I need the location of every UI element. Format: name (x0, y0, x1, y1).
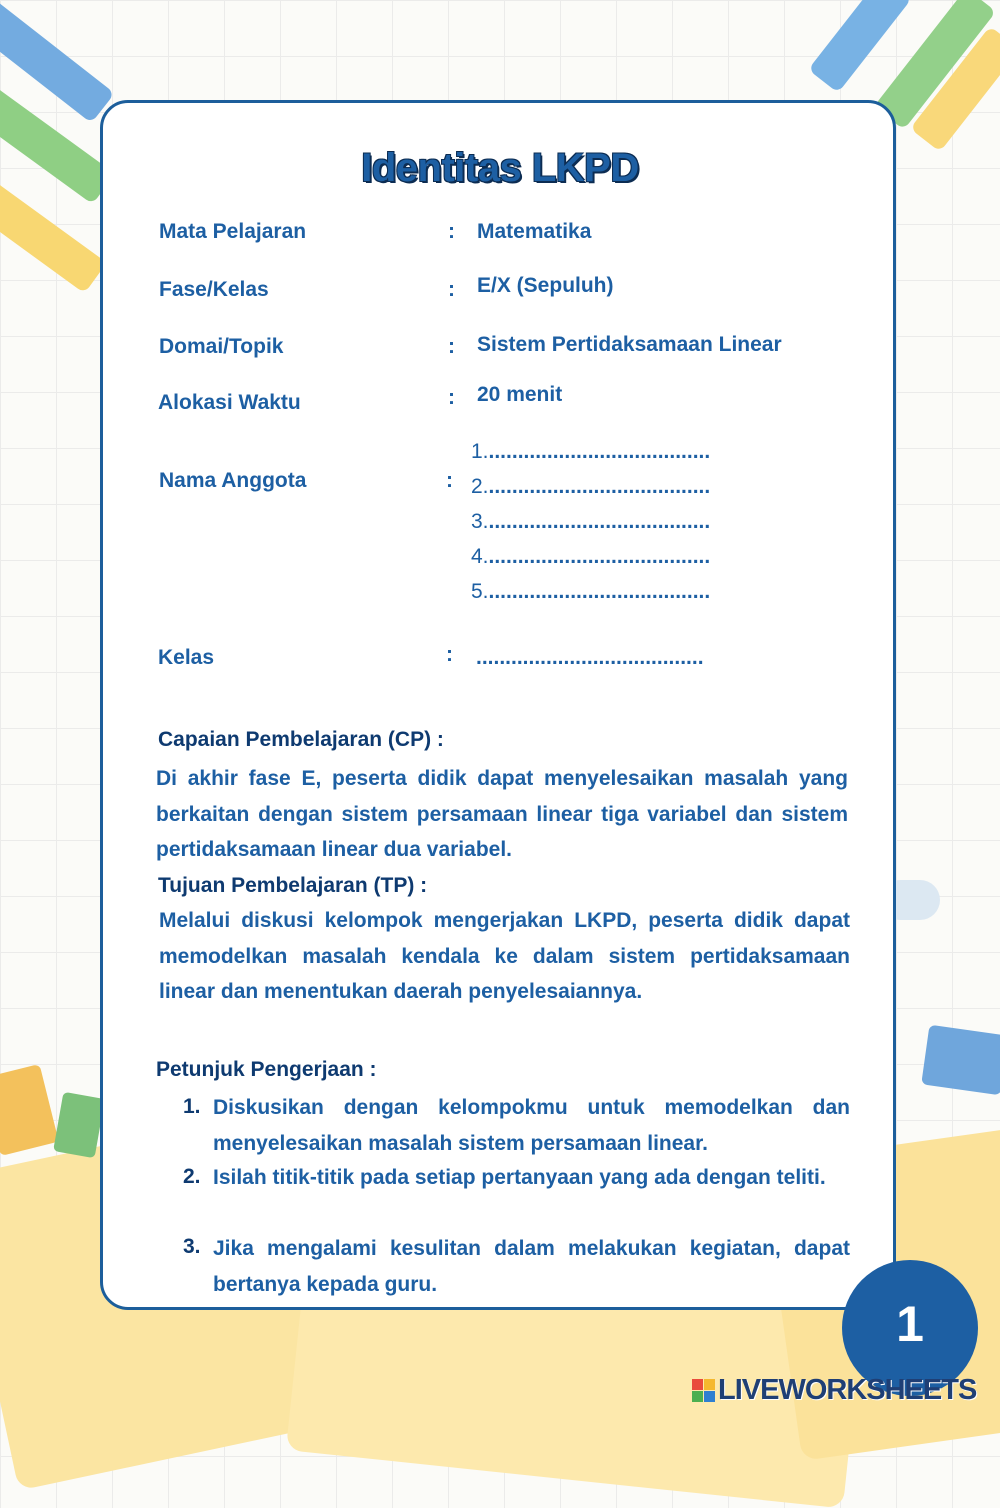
book-decoration-left (0, 1064, 59, 1156)
member-number: 3. (471, 510, 489, 533)
step-2-text: Isilah titik-titik pada setiap pertanyaan yang ada dengan teliti. (213, 1166, 826, 1189)
member-blank-1[interactable] (471, 440, 710, 464)
colon-separator: : (446, 469, 453, 492)
step-3-text: Jika mengalami kesulitan dalam melakukan kegiatan, dapat bertanya kepada guru. (213, 1237, 850, 1296)
petunjuk-heading: Petunjuk Pengerjaan : (156, 1058, 377, 1081)
step-number: 3. (183, 1235, 201, 1258)
value-fase-kelas: E/X (Sepuluh) (477, 274, 614, 297)
member-dots: ...................................... (488, 545, 711, 568)
label-nama-anggota: Nama Anggota (159, 469, 307, 492)
label-fase-kelas: Fase/Kelas (159, 278, 269, 301)
member-number: 2. (471, 475, 489, 498)
cp-text: Di akhir fase E, peserta didik dapat menyelesaikan masalah yang berkaitan dengan sistem persamaan linear tiga variabel dan sistem pertidaksamaan linear dua variabel. (156, 767, 848, 861)
colon-separator: : (448, 220, 455, 243)
value-alokasi-waktu: 20 menit (477, 383, 563, 406)
liveworksheets-brand[interactable] (692, 1374, 976, 1406)
member-dots: ...................................... (488, 580, 711, 603)
colon-separator: : (448, 278, 455, 301)
label-domain-topik: Domai/Topik (159, 335, 284, 358)
member-dots: ...................................... (488, 510, 711, 533)
member-number: 1. (471, 440, 489, 463)
value-domain-topik: Sistem Pertidaksamaan Linear (477, 333, 782, 356)
member-blank-5[interactable] (471, 580, 710, 604)
colon-separator: : (448, 386, 455, 409)
value-mata-pelajaran: Matematika (477, 220, 592, 243)
member-dots: ...................................... (488, 475, 711, 498)
colon-separator: : (446, 643, 453, 666)
liveworksheets-logo-icon (692, 1379, 715, 1402)
tp-heading: Tujuan Pembelajaran (TP) : (158, 874, 428, 897)
label-mata-pelajaran: Mata Pelajaran (159, 220, 307, 243)
label-kelas: Kelas (158, 646, 215, 669)
colon-separator: : (448, 335, 455, 358)
step-number: 1. (183, 1095, 201, 1118)
step-number: 2. (183, 1165, 201, 1188)
member-blank-2[interactable] (471, 475, 710, 499)
page-number-badge: 1 (842, 1260, 978, 1396)
step-1-text: Diskusikan dengan kelompokmu untuk memodelkan dan menyelesaikan masalah sistem persamaan linear. (213, 1096, 850, 1155)
member-blank-3[interactable] (471, 510, 710, 534)
member-dots: ...................................... (488, 440, 711, 463)
kelas-blank[interactable]: ....................................... (476, 646, 704, 669)
member-number: 5. (471, 580, 489, 603)
member-blank-4[interactable] (471, 545, 710, 569)
member-number: 4. (471, 545, 489, 568)
label-alokasi-waktu: Alokasi Waktu (158, 391, 301, 414)
cp-heading: Capaian Pembelajaran (CP) : (158, 728, 444, 751)
page-title: Identitas LKPD (361, 146, 639, 190)
brand-text: LIVEWORKSHEETS (718, 1373, 977, 1406)
book-decoration-right (921, 1025, 1000, 1096)
tp-text: Melalui diskusi kelompok mengerjakan LKPD, peserta didik dapat memodelkan masalah kendala ke dalam sistem pertidaksamaan linear dan menentukan daerah penyelesaiannya. (159, 909, 850, 1003)
